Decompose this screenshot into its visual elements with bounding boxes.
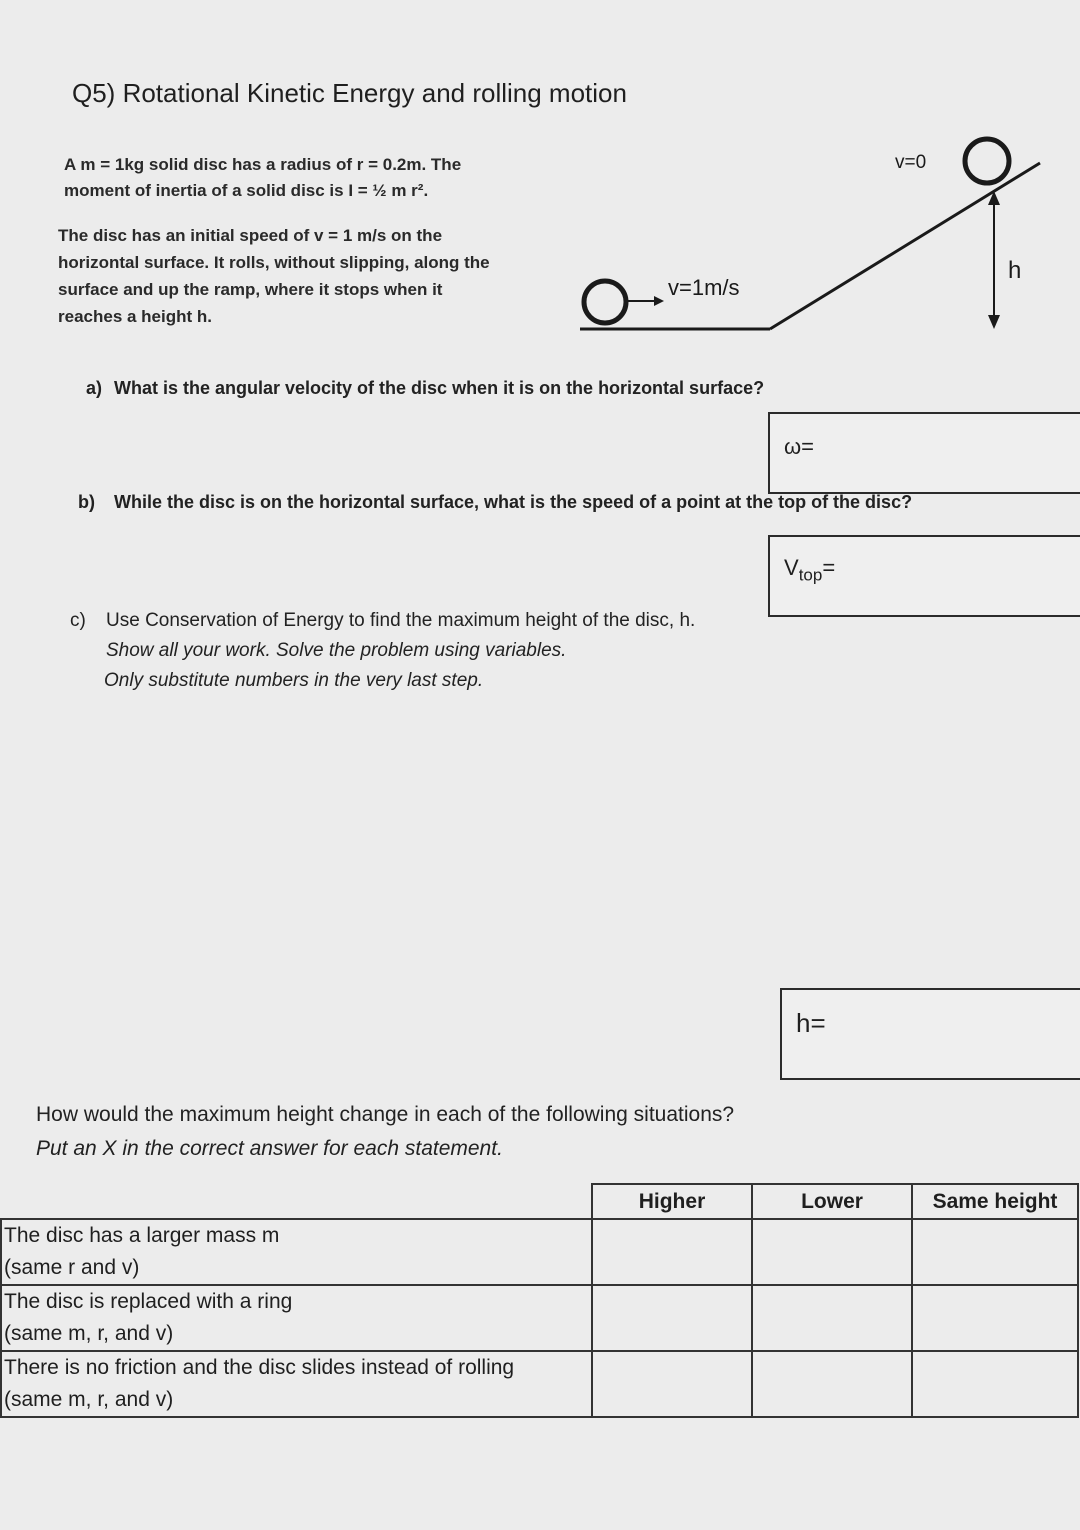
question-c-text: Use Conservation of Energy to find the maximum height of the disc, h.: [106, 610, 696, 631]
row-statement-line-2: (same m, r, and v): [4, 1388, 174, 1411]
question-a-number: a): [86, 378, 103, 398]
row-statement-line-2: (same r and v): [4, 1256, 140, 1279]
intro-paragraph-1: [64, 152, 461, 204]
row-statement-line-1: The disc has a larger mass m: [4, 1224, 280, 1247]
height-label: h: [1008, 257, 1022, 284]
question-b-text: While the disc is on the horizontal surface, what is the speed of a point at the top of the disc?: [114, 492, 913, 512]
cell-same-height[interactable]: [912, 1351, 1078, 1417]
header-higher: Higher: [592, 1184, 752, 1219]
intro-p2-line-2: horizontal surface. It rolls, without slipping, along the: [58, 253, 490, 272]
answer-table: [0, 1183, 1079, 1418]
question-b: [78, 492, 912, 513]
disc-end: [965, 139, 1009, 183]
row-statement-line-2: (same m, r, and v): [4, 1322, 174, 1345]
row-statement: [1, 1219, 592, 1285]
table-row: [1, 1219, 1078, 1285]
intro-paragraph-2: [58, 222, 490, 330]
followup-instruction: Put an X in the correct answer for each statement.: [36, 1137, 503, 1160]
height-answer-label: h=: [796, 1008, 826, 1038]
cell-higher[interactable]: [592, 1285, 752, 1351]
followup-question: How would the maximum height change in each of the following situations?: [36, 1103, 735, 1126]
question-c-number: c): [70, 610, 86, 631]
vtop-label: $V_{top}=$: [784, 555, 836, 585]
row-statement-line-1: The disc is replaced with a ring: [4, 1290, 293, 1313]
row-statement: [1, 1285, 592, 1351]
height-arrowhead-down: [988, 315, 1000, 329]
cell-lower[interactable]: [752, 1285, 912, 1351]
vtop-answer-box[interactable]: [768, 535, 1080, 617]
intro-line-1: A m = 1kg solid disc has a radius of r = 0.2m. The: [64, 155, 462, 174]
question-c: [70, 606, 695, 696]
question-c-instruction-1: Show all your work. Solve the problem using variables.: [106, 640, 567, 661]
ramp-line: [770, 163, 1040, 329]
omega-answer-box[interactable]: [768, 412, 1080, 494]
question-a-text: What is the angular velocity of the disc when it is on the horizontal surface?: [114, 378, 765, 398]
question-a: [86, 378, 764, 399]
table-header-blank: [1, 1184, 592, 1219]
intro-p2-line-1: The disc has an initial speed of v = 1 m/s on the: [58, 226, 443, 245]
height-answer-box[interactable]: [780, 988, 1080, 1080]
cell-same-height[interactable]: [912, 1219, 1078, 1285]
followup-instructions: [36, 1098, 734, 1166]
cell-higher[interactable]: [592, 1219, 752, 1285]
velocity-arrowhead: [654, 296, 664, 306]
question-c-instruction-2: Only substitute numbers in the very last step.: [104, 670, 484, 691]
row-statement-line-1: There is no friction and the disc slides instead of rolling: [4, 1356, 515, 1379]
cell-same-height[interactable]: [912, 1285, 1078, 1351]
table-header-row: [1, 1184, 1078, 1219]
intro-p2-line-3: surface and up the ramp, where it stops when it: [58, 280, 443, 299]
end-velocity-label: v=0: [895, 152, 927, 173]
header-same-height: Same height: [912, 1184, 1078, 1219]
intro-line-2: moment of inertia of a solid disc is I = ½ m r².: [64, 181, 429, 200]
omega-label: ω=: [784, 434, 815, 459]
table-row: [1, 1285, 1078, 1351]
question-title: Q5) Rotational Kinetic Energy and rolling motion: [72, 78, 627, 108]
cell-higher[interactable]: [592, 1351, 752, 1417]
row-statement: [1, 1351, 592, 1417]
question-b-number: b): [78, 492, 95, 512]
ramp-diagram: [560, 125, 1060, 340]
header-lower: Lower: [752, 1184, 912, 1219]
disc-start: [584, 281, 626, 323]
table-row: [1, 1351, 1078, 1417]
start-velocity-label: v=1m/s: [668, 275, 740, 300]
cell-lower[interactable]: [752, 1219, 912, 1285]
cell-lower[interactable]: [752, 1351, 912, 1417]
intro-p2-line-4: reaches a height h.: [58, 307, 212, 326]
